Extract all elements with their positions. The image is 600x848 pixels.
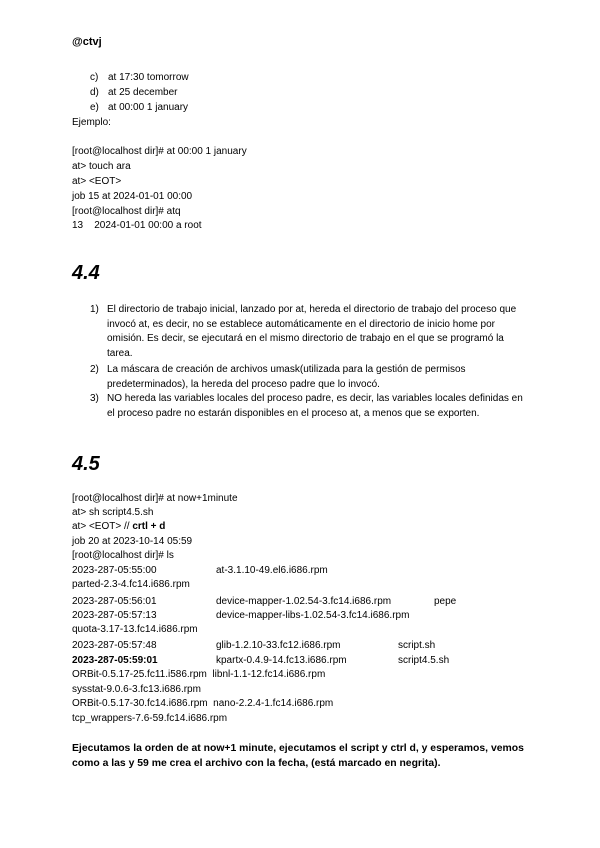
list-number: 3) [90,393,99,404]
command-line: [root@localhost dir]# ls [72,550,174,561]
ls-cell: parted-2.3-4.fc14.i686.rpm [72,579,190,590]
ls-cell: at-3.1.10-49.el6.i686.rpm [216,565,328,576]
ls-cell: ORBit-0.5.17-30.fc14.i686.rpm nano-2.2.4-1.fc14.i686.rpm [72,698,334,709]
option-c [90,71,189,85]
ls-row [72,639,532,653]
list-text: La máscara de creación de archivos umask(utilizada para la gestión de permisos predeterminados), la hereda del proceso padre que lo invocó. [107,364,466,390]
ls-cell: tcp_wrappers-7.6-59.fc14.i686.rpm [72,713,228,724]
ls-cell: pepe [434,596,457,607]
command-line: job 20 at 2023-10-14 05:59 [72,536,193,547]
option-label: d) [90,87,99,98]
eot-line [72,520,165,534]
example-line: at> touch ara [72,161,131,172]
author-tag: @ctvj [72,36,102,48]
ls-cell: script.sh [398,640,436,651]
ls-row [72,697,532,711]
ls-cell: sysstat-9.0.6-3.fc13.i686.rpm [72,684,201,695]
ls-row [72,595,532,609]
ls-row [72,564,532,578]
list-text: El directorio de trabajo inicial, lanzado por at, hereda el directorio de trabajo del proceso que invocó at, es decir, no se establece automáticamente en el directorio de inicio home por omisión. Es decir, se ejecutará en el mismo directorio de trabajo en el que se programó la tarea. [107,304,517,359]
list-item [90,303,530,361]
ls-cell: 2023-287-05:57:13 [72,610,157,621]
eot-prefix: at> <EOT> // [72,521,133,532]
ls-row [72,668,532,682]
eot-shortcut: crtl + d [132,521,166,532]
list-text: NO hereda las variables locales del proceso padre, es decir, las variables locales definidas en el proceso padre no estarán disponibles en el proceso at, a menos que se exporten. [107,393,523,419]
option-text: at 17:30 tomorrow [108,72,189,83]
option-label: c) [90,72,99,83]
ls-row [72,654,532,668]
ls-cell: device-mapper-libs-1.02.54-3.fc14.i686.rpm [216,610,410,621]
example-line: [root@localhost dir]# atq [72,206,181,217]
ls-row [72,683,532,697]
example-line: job 15 at 2024-01-01 00:00 [72,191,193,202]
section-heading-4-5: 4.5 [72,453,100,475]
ls-cell: 2023-287-05:56:01 [72,596,157,607]
ls-cell: device-mapper-1.02.54-3.fc14.i686.rpm [216,596,392,607]
ls-cell-highlighted: 2023-287-05:59:01 [72,655,158,666]
ls-cell: quota-3.17-13.fc14.i686.rpm [72,624,198,635]
section-heading-4-4: 4.4 [72,262,100,284]
ls-cell: 2023-287-05:57:48 [72,640,157,651]
ls-row [72,578,532,592]
list-number: 1) [90,304,99,315]
command-line: [root@localhost dir]# at now+1minute [72,493,238,504]
conclusion-paragraph: Ejecutamos la orden de at now+1 minute, ejecutamos el script y ctrl d, y esperamos, vemos como a las y 59 me crea el archivo con la fecha, (está marcado en negrita). [72,743,524,769]
example-line: 13 2024-01-01 00:00 a root [72,220,202,231]
command-line: at> sh script4.5.sh [72,507,154,518]
ls-cell: script4.5.sh [398,655,450,666]
example-label: Ejemplo: [72,117,111,128]
ls-cell: glib-1.2.10-33.fc12.i686.rpm [216,640,341,651]
ls-row [72,609,532,623]
ls-cell: 2023-287-05:55:00 [72,565,157,576]
list-item [90,392,530,421]
example-line: [root@localhost dir]# at 00:00 1 january [72,146,247,157]
ls-cell: kpartx-0.4.9-14.fc13.i686.rpm [216,655,347,666]
list-item [90,363,530,392]
option-label: e) [90,102,99,113]
ls-cell: ORBit-0.5.17-25.fc11.i586.rpm libnl-1.1-12.fc14.i686.rpm [72,669,326,680]
option-e [90,101,188,115]
option-d [90,86,178,100]
list-number: 2) [90,364,99,375]
ls-row [72,623,532,637]
option-text: at 00:00 1 january [108,102,189,113]
ls-row [72,712,532,726]
example-line: at> <EOT> [72,176,122,187]
option-text: at 25 december [108,87,178,98]
